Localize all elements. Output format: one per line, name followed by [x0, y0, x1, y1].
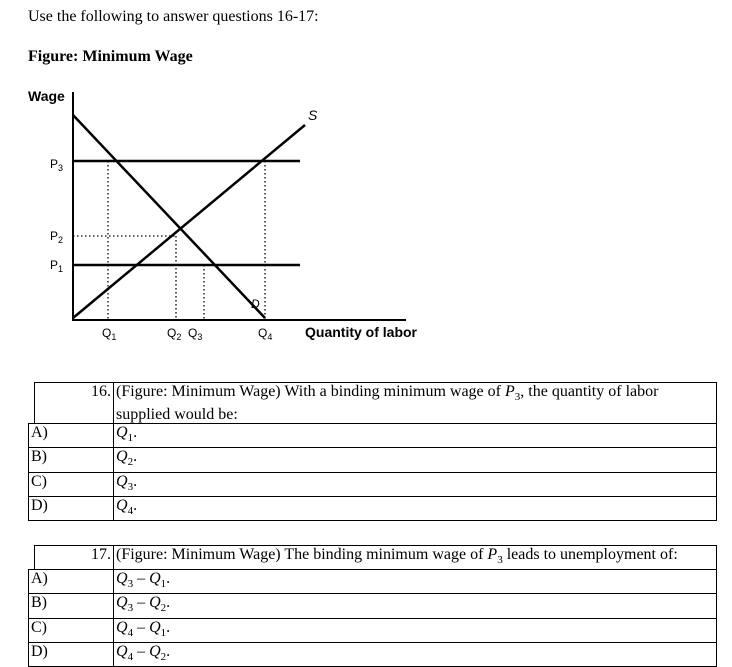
question-number: 16. [35, 383, 114, 424]
tick-p1: $P_1$ [50, 258, 64, 274]
option-a[interactable]: A) $Q_3 - Q_1$. [29, 570, 717, 594]
question-16 [28, 382, 717, 521]
question-stem: (Figure: Minimum Wage) The binding minimum wage of $P_3$ leads to unemployment of: [114, 546, 717, 570]
option-b[interactable]: B) $Q_3 - Q_2$. [29, 594, 717, 618]
question-17 [28, 545, 717, 667]
supply-label: S [308, 107, 318, 123]
x-axis-label: Quantity of labor [305, 324, 417, 340]
y-axis-label: Wage [28, 88, 65, 104]
tick-q2: $Q_2$ [167, 326, 182, 342]
option-d[interactable]: D) $Q_4$. [29, 496, 717, 520]
demand-curve [73, 115, 265, 318]
option-c[interactable]: C) $Q_3$. [29, 472, 717, 496]
question-stem: (Figure: Minimum Wage) With a binding minimum wage of $P_3$, the quantity of labor supplied would be: [114, 383, 717, 424]
minimum-wage-chart [0, 80, 732, 370]
tick-p3: $P_3$ [50, 157, 64, 173]
option-d[interactable]: D) $Q_4 - Q_2$. [29, 642, 717, 666]
figure-title: Figure: Minimum Wage [28, 48, 193, 65]
option-c[interactable]: C) $Q_4 - Q_1$. [29, 618, 717, 642]
question-number: 17. [35, 546, 114, 570]
option-b[interactable]: B) $Q_2$. [29, 448, 717, 472]
tick-q1: $Q_1$ [102, 326, 117, 342]
tick-q4: $Q_4$ [258, 326, 273, 342]
tick-p2: $P_2$ [50, 229, 64, 245]
demand-label: D [251, 297, 260, 311]
tick-q3: $Q_3$ [188, 326, 203, 342]
intro-text: Use the following to answer questions 16-17: [28, 8, 319, 25]
option-a[interactable]: A) $Q_1$. [29, 424, 717, 448]
